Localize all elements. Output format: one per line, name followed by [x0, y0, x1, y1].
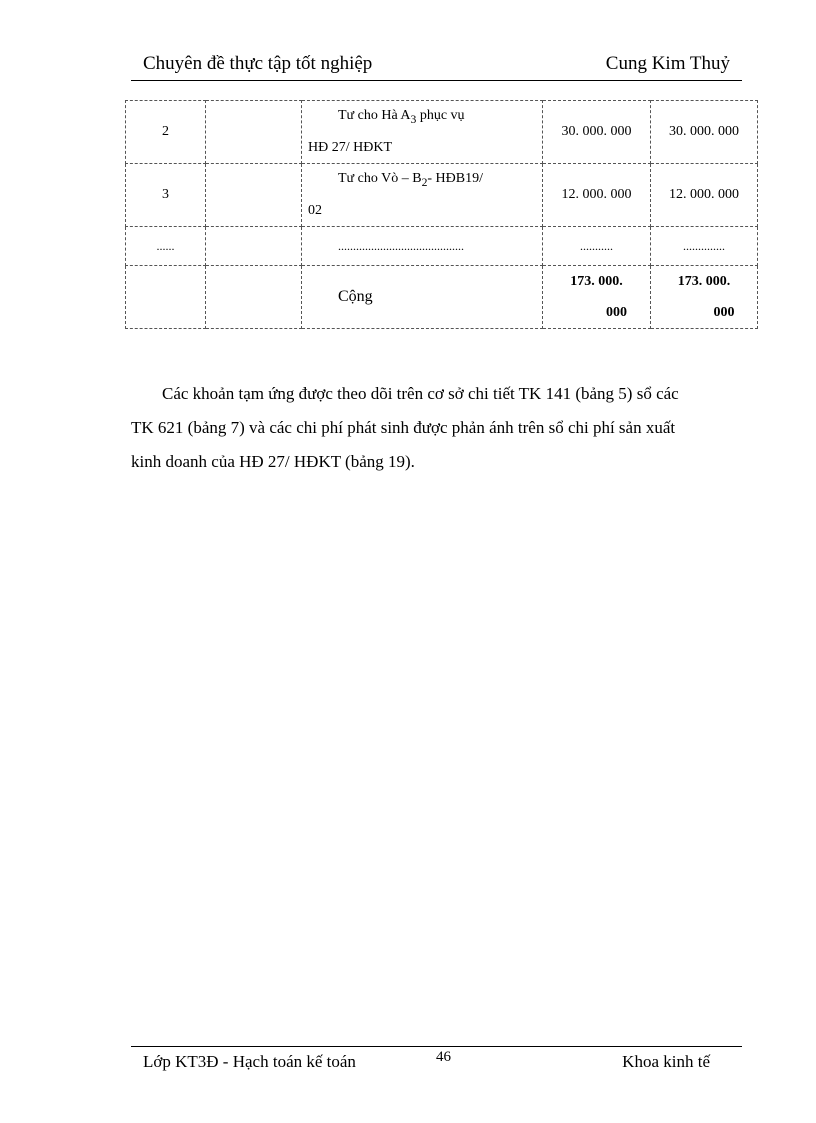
cell-total-debit: 173. 000. 000: [543, 266, 651, 329]
cell-description: Tư cho Vò – $B_2-$ HĐB19/ 02: [302, 164, 543, 227]
cell-debit: ...........: [543, 227, 651, 266]
cell-empty: [206, 227, 302, 266]
paragraph-line: kinh doanh của HĐ 27/ HĐKT (bảng 19).: [131, 452, 415, 471]
footer-faculty: Khoa kinh tế: [622, 1052, 710, 1071]
cell-description: Tư cho Hà $A_3$ phục vụ HĐ 27/ HĐKT: [302, 101, 543, 164]
cell-stt: ......: [126, 227, 206, 266]
cell-total-credit: 173. 000. 000: [651, 266, 758, 329]
footer-class: Lớp KT3Đ - Hạch toán kế toán: [143, 1052, 356, 1071]
cell-credit: 12. 000. 000: [651, 164, 758, 227]
page-header: [131, 52, 742, 81]
cell-empty: [206, 266, 302, 329]
cell-empty: [206, 101, 302, 164]
paragraph-line: TK 621 (bảng 7) và các chi phí phát sinh được phản ánh trên sổ chi phí sản xuất: [131, 418, 676, 437]
cell-empty: [126, 266, 206, 329]
cell-credit: ..............: [651, 227, 758, 266]
cell-stt: 2: [126, 101, 206, 164]
ledger-table: [125, 100, 758, 329]
cell-debit: 30. 000. 000: [543, 101, 651, 164]
cell-total-label: Cộng: [302, 266, 543, 329]
paragraph-line: Các khoản tạm ứng được theo dõi trên cơ sở chi tiết TK 141 (bảng 5) sổ các: [162, 384, 679, 403]
body-paragraph: [131, 377, 742, 479]
table-row: [126, 164, 758, 227]
cell-empty: [206, 164, 302, 227]
table-row: [126, 101, 758, 164]
header-title: Chuyên đề thực tập tốt nghiệp: [143, 53, 373, 74]
cell-credit: 30. 000. 000: [651, 101, 758, 164]
page-footer: [131, 1046, 742, 1077]
cell-description: ..........................................: [302, 227, 543, 266]
cell-debit: 12. 000. 000: [543, 164, 651, 227]
cell-stt: 3: [126, 164, 206, 227]
table-row-ellipsis: [126, 227, 758, 266]
table-row-total: [126, 266, 758, 329]
page-number: 46: [436, 1049, 451, 1065]
header-author: Cung Kim Thuỷ: [605, 53, 730, 74]
